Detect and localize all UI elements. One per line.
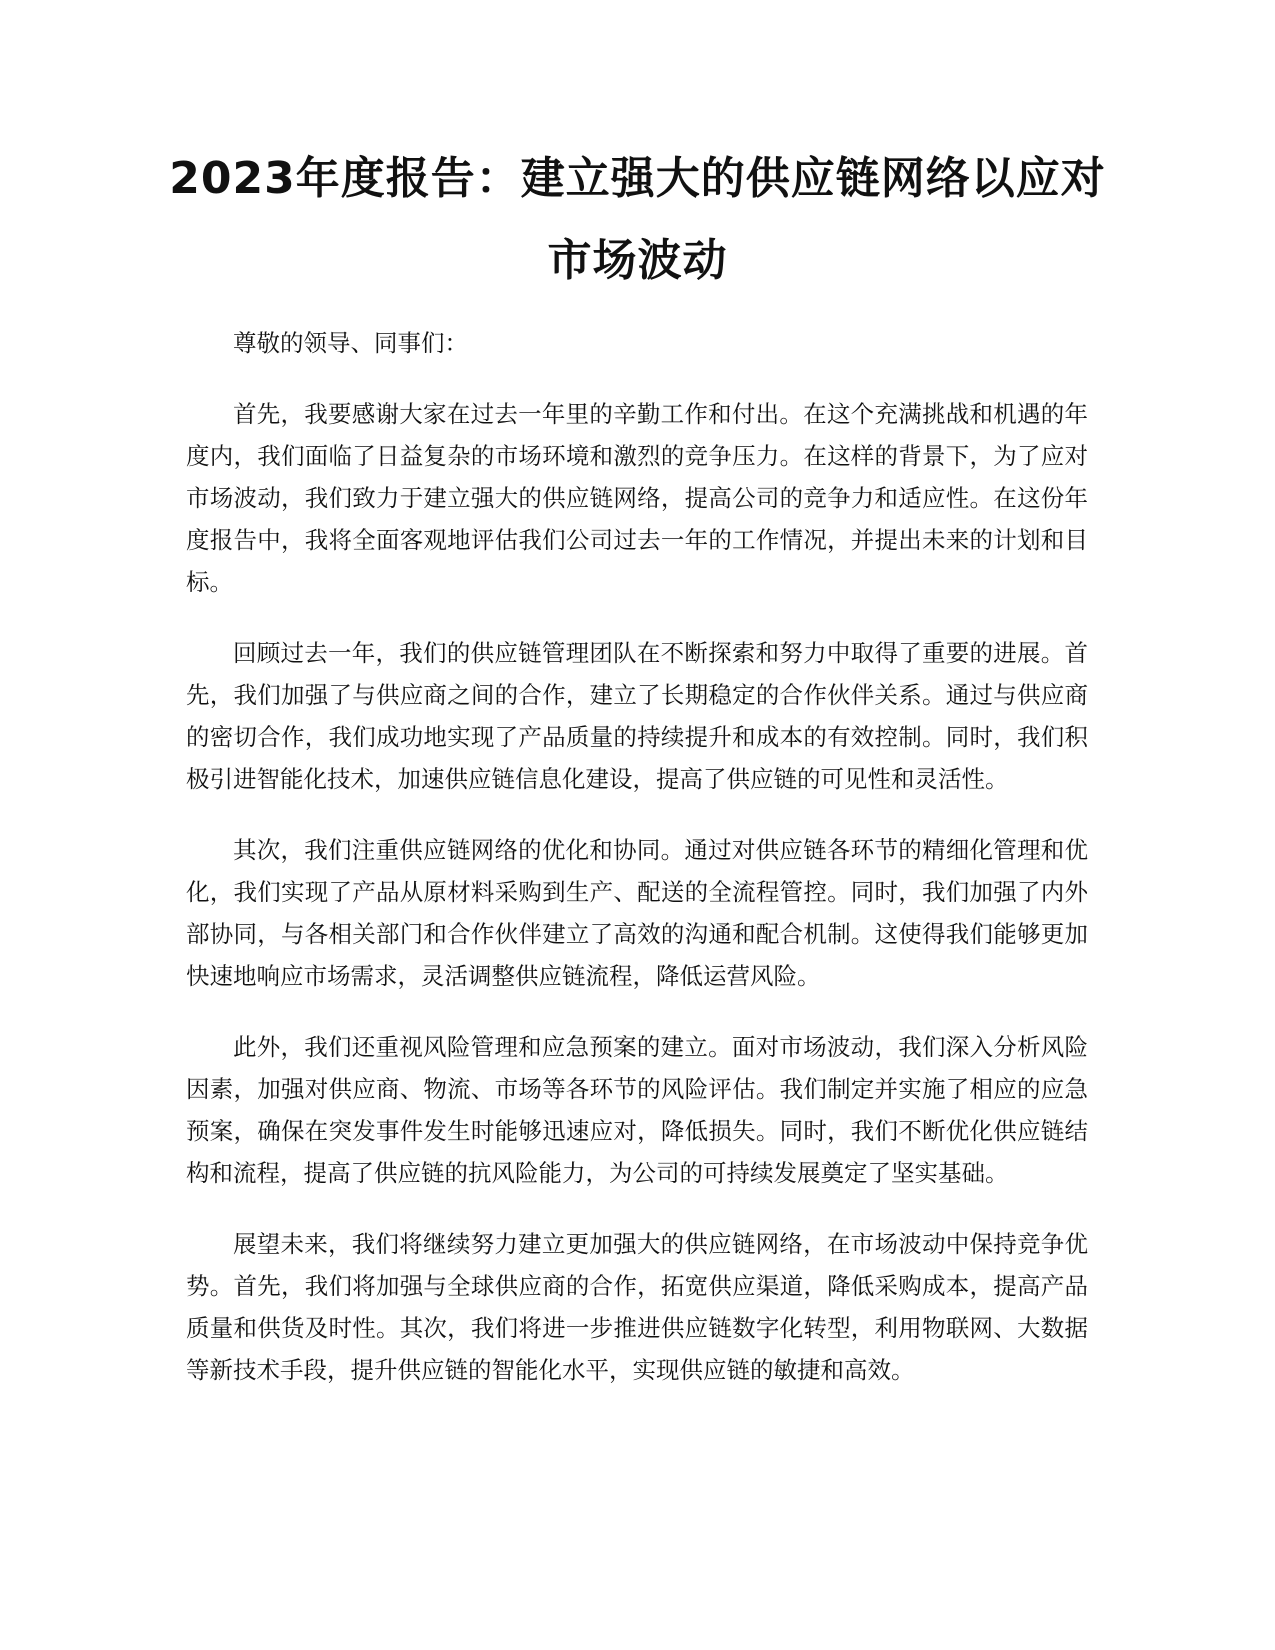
- paragraph: 其次，我们注重供应链网络的优化和协同。通过对供应链各环节的精细化管理和优化，我们实现了产品从原材料采购到生产、配送的全流程管控。同时，我们加强了内外部协同，与各相关部门和合作伙伴建立了高效的沟通和配合机制。这使得我们能够更加快速地响应市场需求，灵活调整供应链流程，降低运营风险。: [186, 836, 1088, 990]
- salutation: 尊敬的领导、同事们：: [233, 329, 468, 357]
- paragraph: 回顾过去一年，我们的供应链管理团队在不断探索和努力中取得了重要的进展。首先，我们加强了与供应商之间的合作，建立了长期稳定的合作伙伴关系。通过与供应商的密切合作，我们成功地实现了产品质量的持续提升和成本的有效控制。同时，我们积极引进智能化技术，加速供应链信息化建设，提高了供应链的可见性和灵活性。: [186, 639, 1088, 793]
- paragraph: 首先，我要感谢大家在过去一年里的辛勤工作和付出。在这个充满挑战和机遇的年度内，我们面临了日益复杂的市场环境和激烈的竞争压力。在这样的背景下，为了应对市场波动，我们致力于建立强大的供应链网络，提高公司的竞争力和适应性。在这份年度报告中，我将全面客观地评估我们公司过去一年的工作情况，并提出未来的计划和目标。: [186, 400, 1088, 596]
- paragraph: 此外，我们还重视风险管理和应急预案的建立。面对市场波动，我们深入分析风险因素，加强对供应商、物流、市场等各环节的风险评估。我们制定并实施了相应的应急预案，确保在突发事件发生时能够迅速应对，降低损失。同时，我们不断优化供应链结构和流程，提高了供应链的抗风险能力，为公司的可持续发展奠定了坚实基础。: [186, 1033, 1088, 1187]
- document-body: [186, 322, 1088, 1420]
- paragraph: 展望未来，我们将继续努力建立更加强大的供应链网络，在市场波动中保持竞争优势。首先，我们将加强与全球供应商的合作，拓宽供应渠道，降低采购成本，提高产品质量和供货及时性。其次，我们将进一步推进供应链数字化转型，利用物联网、大数据等新技术手段，提升供应链的智能化水平，实现供应链的敏捷和高效。: [186, 1230, 1088, 1384]
- document-title: 2023年度报告：建立强大的供应链网络以应对市场波动: [169, 153, 1106, 286]
